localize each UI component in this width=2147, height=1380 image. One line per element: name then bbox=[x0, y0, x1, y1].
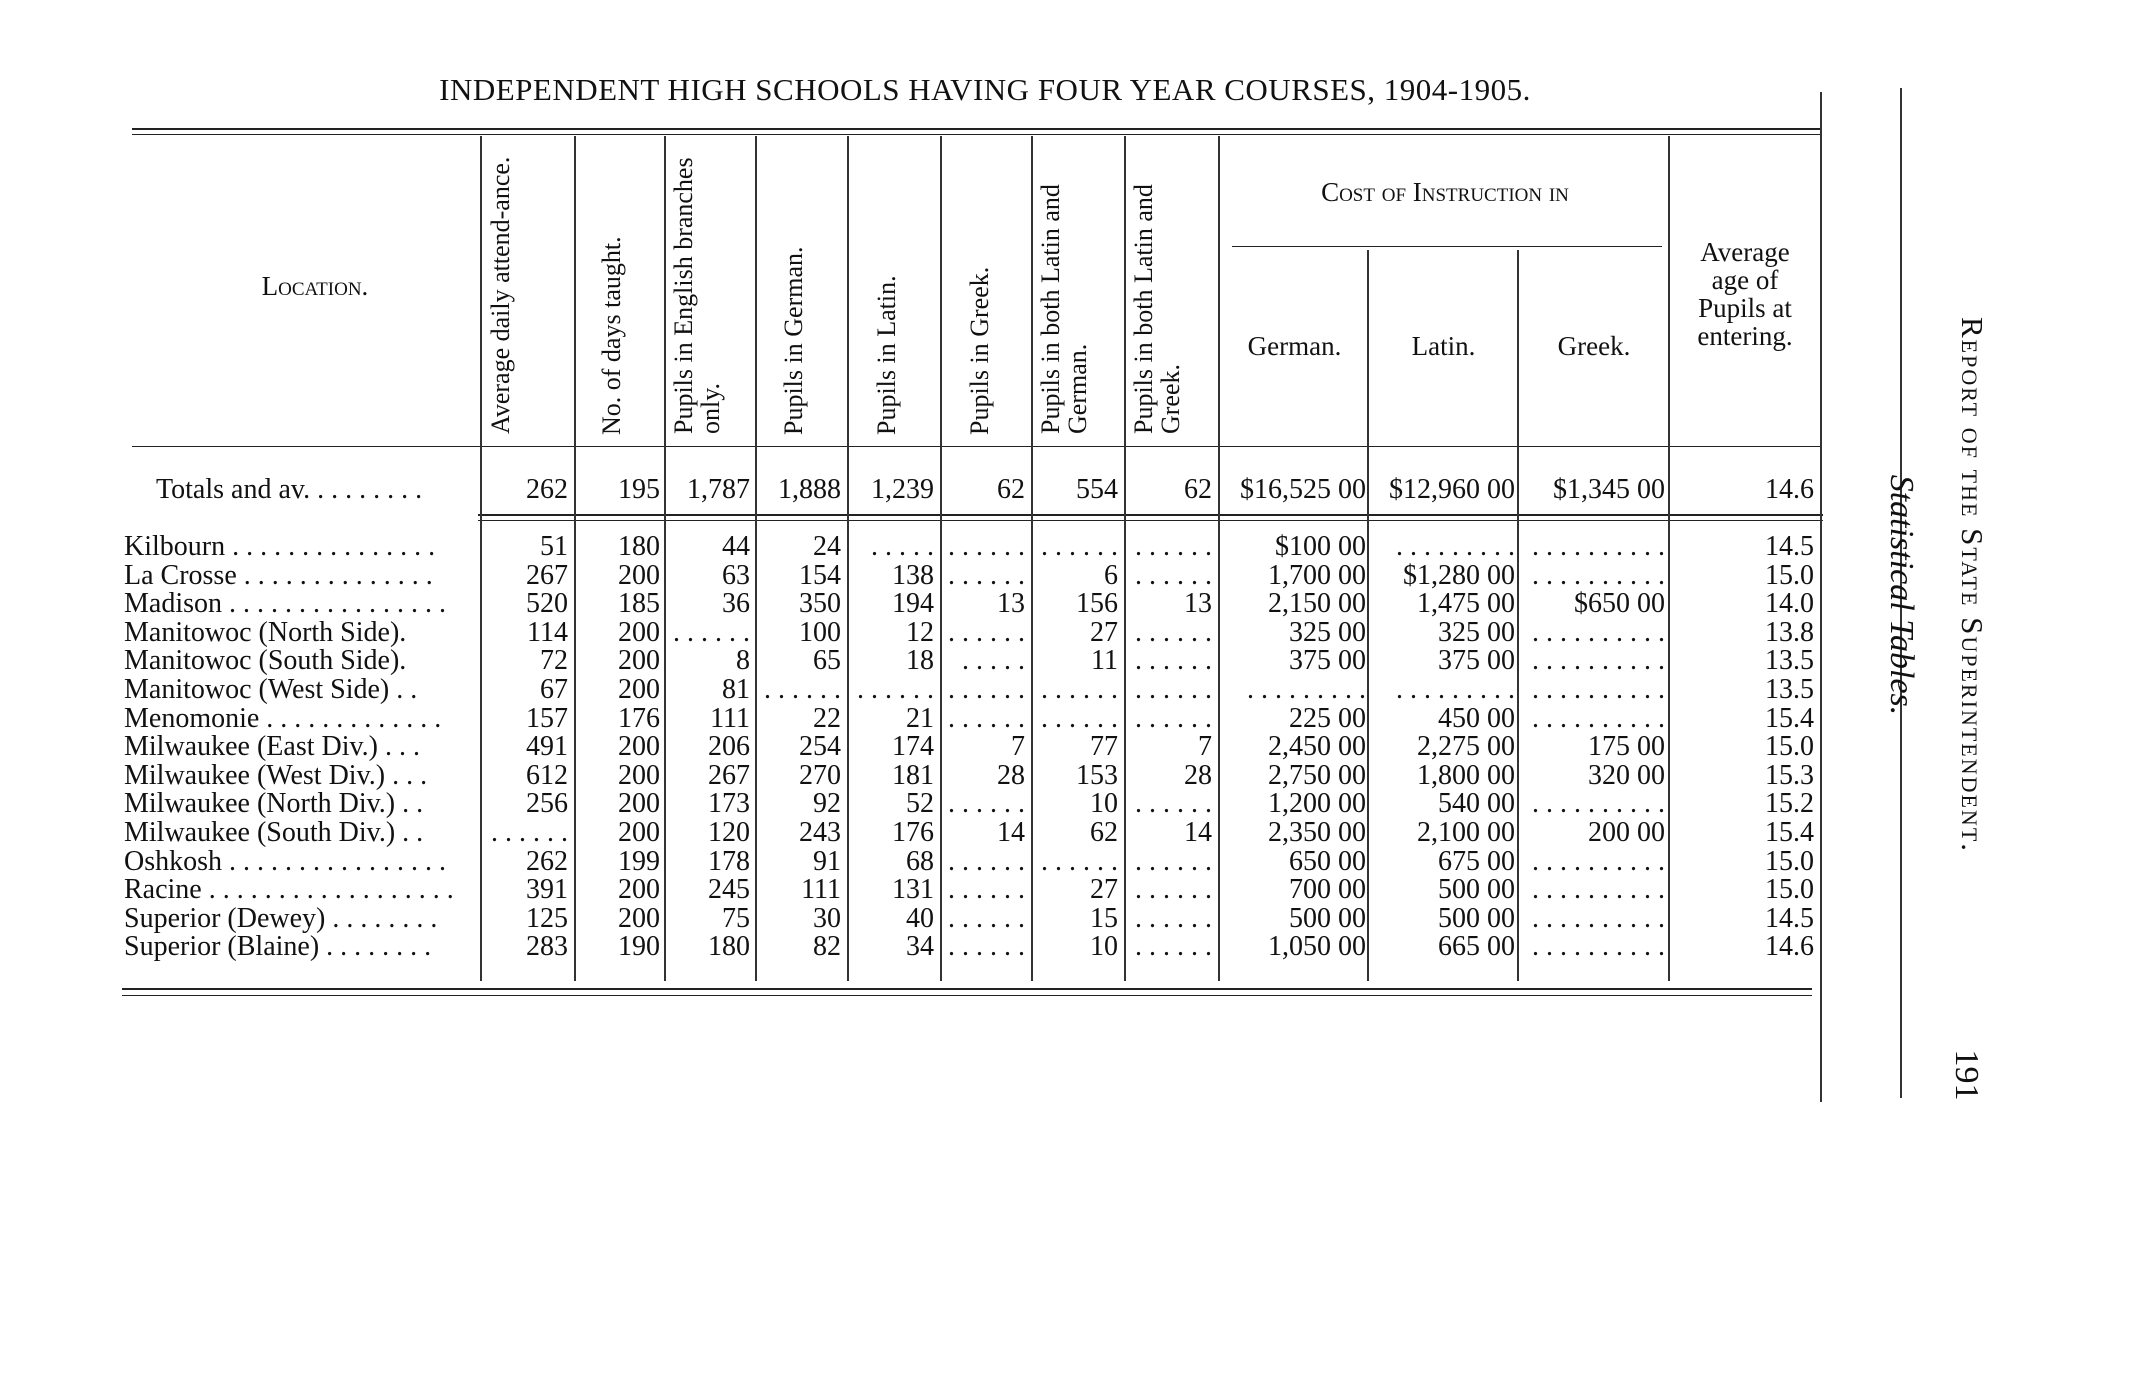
row-greek: 13 bbox=[997, 588, 1025, 619]
row-latin-greek: . . . . . . bbox=[1135, 931, 1212, 962]
page-title: INDEPENDENT HIGH SCHOOLS HAVING FOUR YEAR COURSES, 1904-1905. bbox=[439, 72, 1531, 107]
row-greek: . . . . . . bbox=[948, 903, 1025, 934]
row-location: Menomonie . . . . . . . . . . . . . bbox=[124, 703, 442, 734]
row-latin-greek: . . . . . . bbox=[1135, 617, 1212, 648]
row-latin-german: 11 bbox=[1091, 645, 1118, 676]
row-latin-german: . . . . . . bbox=[1041, 674, 1118, 705]
row-cost-german: 500 00 bbox=[1289, 903, 1366, 934]
row-english: 180 bbox=[708, 931, 750, 962]
row-cost-german: 2,150 00 bbox=[1268, 588, 1366, 619]
row-greek: . . . . . . bbox=[948, 531, 1025, 562]
row-location: Madison . . . . . . . . . . . . . . . . bbox=[124, 588, 446, 619]
row-avg-age: 15.4 bbox=[1765, 703, 1814, 734]
row-avg-age: 15.3 bbox=[1765, 760, 1814, 791]
row-german: 24 bbox=[813, 531, 841, 562]
row-german: 91 bbox=[813, 846, 841, 877]
row-days: 200 bbox=[618, 645, 660, 676]
row-cost-greek: . . . . . . . . . . bbox=[1532, 645, 1665, 676]
row-english: 75 bbox=[722, 903, 750, 934]
row-greek: . . . . . . bbox=[948, 617, 1025, 648]
row-avg-age: 15.2 bbox=[1765, 788, 1814, 819]
header-bottom-rule bbox=[132, 446, 1822, 447]
row-cost-greek: 320 00 bbox=[1588, 760, 1665, 791]
row-avg-age: 14.0 bbox=[1765, 588, 1814, 619]
row-attendance: 157 bbox=[526, 703, 568, 734]
row-german: 30 bbox=[813, 903, 841, 934]
row-german: 92 bbox=[813, 788, 841, 819]
row-latin-german: 153 bbox=[1076, 760, 1118, 791]
row-attendance: 262 bbox=[526, 846, 568, 877]
row-cost-greek: . . . . . . . . . . bbox=[1532, 931, 1665, 962]
totals-days: 195 bbox=[618, 474, 660, 505]
row-cost-german: 325 00 bbox=[1289, 617, 1366, 648]
row-cost-greek: . . . . . . . . . . bbox=[1532, 788, 1665, 819]
row-days: 200 bbox=[618, 903, 660, 934]
row-cost-latin: 665 00 bbox=[1438, 931, 1515, 962]
header-german: Pupils in German. bbox=[779, 246, 808, 435]
row-days: 200 bbox=[618, 617, 660, 648]
row-cost-german: 2,350 00 bbox=[1268, 817, 1366, 848]
row-location: Manitowoc (West Side) . . bbox=[124, 674, 418, 705]
header-days: No. of days taught. bbox=[597, 236, 626, 435]
row-latin-german: . . . . . . bbox=[1041, 703, 1118, 734]
row-greek: . . . . . . bbox=[948, 846, 1025, 877]
row-english: 206 bbox=[708, 731, 750, 762]
row-latin: 18 bbox=[906, 645, 934, 676]
row-german: . . . . . . bbox=[764, 674, 841, 705]
row-latin-greek: . . . . . . bbox=[1135, 703, 1212, 734]
row-english: 63 bbox=[722, 560, 750, 591]
row-latin: 21 bbox=[906, 703, 934, 734]
totals-cost-greek: $1,345 00 bbox=[1553, 474, 1665, 505]
row-latin-german: 10 bbox=[1090, 788, 1118, 819]
row-latin: 138 bbox=[892, 560, 934, 591]
row-latin-greek: 28 bbox=[1184, 760, 1212, 791]
row-location: Oshkosh . . . . . . . . . . . . . . . . bbox=[124, 846, 447, 877]
section-title: Statistical Tables. bbox=[1883, 474, 1920, 716]
row-german: 270 bbox=[799, 760, 841, 791]
row-latin-german: 15 bbox=[1090, 903, 1118, 934]
totals-label: Totals and av. . . . . . . . . bbox=[156, 474, 423, 505]
row-latin-greek: 7 bbox=[1198, 731, 1212, 762]
row-english: 120 bbox=[708, 817, 750, 848]
row-attendance: 114 bbox=[527, 617, 568, 648]
row-days: 200 bbox=[618, 674, 660, 705]
row-greek: . . . . . . bbox=[948, 703, 1025, 734]
row-latin-greek: 13 bbox=[1184, 588, 1212, 619]
totals-attendance: 262 bbox=[526, 474, 568, 505]
top-rule bbox=[132, 128, 1822, 130]
row-cost-greek: . . . . . . . . . . bbox=[1532, 846, 1665, 877]
cost-group-rule bbox=[1232, 246, 1662, 247]
row-latin: 52 bbox=[906, 788, 934, 819]
totals-rule-2 bbox=[478, 520, 1823, 521]
row-cost-latin: 375 00 bbox=[1438, 645, 1515, 676]
row-cost-latin: 540 00 bbox=[1438, 788, 1515, 819]
row-greek: . . . . . . bbox=[948, 874, 1025, 905]
row-location: Milwaukee (West Div.) . . . bbox=[124, 760, 428, 791]
row-days: 200 bbox=[618, 560, 660, 591]
row-cost-latin: 1,800 00 bbox=[1417, 760, 1515, 791]
row-location: Kilbourn . . . . . . . . . . . . . . . bbox=[124, 531, 436, 562]
row-cost-latin: 325 00 bbox=[1438, 617, 1515, 648]
page-rule bbox=[1820, 92, 1822, 1102]
row-latin: 12 bbox=[906, 617, 934, 648]
row-cost-latin: 500 00 bbox=[1438, 874, 1515, 905]
totals-latin-greek: 62 bbox=[1184, 474, 1212, 505]
row-location: Manitowoc (South Side). bbox=[124, 645, 407, 676]
header-cost-latin: Latin. bbox=[1411, 331, 1476, 361]
totals-english: 1,787 bbox=[687, 474, 750, 505]
row-german: 100 bbox=[799, 617, 841, 648]
row-greek: 28 bbox=[997, 760, 1025, 791]
row-cost-greek: . . . . . . . . . . bbox=[1532, 903, 1665, 934]
row-latin: . . . . . bbox=[871, 531, 934, 562]
row-latin-german: 6 bbox=[1104, 560, 1118, 591]
row-latin-greek: . . . . . . bbox=[1135, 645, 1212, 676]
totals-avg-age: 14.6 bbox=[1765, 474, 1814, 505]
running-head: Report of the State Superintendent. bbox=[1955, 316, 1990, 854]
row-cost-german: 225 00 bbox=[1289, 703, 1366, 734]
header-attendance: Average daily attend-ance. bbox=[486, 156, 515, 434]
row-latin: 34 bbox=[906, 931, 934, 962]
row-cost-latin: 2,275 00 bbox=[1417, 731, 1515, 762]
row-latin-german: 10 bbox=[1090, 931, 1118, 962]
row-german: 254 bbox=[799, 731, 841, 762]
row-latin-german: 27 bbox=[1090, 874, 1118, 905]
row-days: 200 bbox=[618, 731, 660, 762]
row-days: 199 bbox=[618, 846, 660, 877]
row-location: Racine . . . . . . . . . . . . . . . . . . bbox=[124, 874, 454, 905]
row-avg-age: 15.0 bbox=[1765, 874, 1814, 905]
row-latin: 194 bbox=[892, 588, 934, 619]
row-cost-greek: . . . . . . . . . . bbox=[1532, 617, 1665, 648]
row-location: Milwaukee (North Div.) . . bbox=[124, 788, 424, 819]
header-latin-greek: Pupils in both Latin and Greek. bbox=[1129, 184, 1185, 434]
row-cost-latin: 1,475 00 bbox=[1417, 588, 1515, 619]
totals-cost-latin: $12,960 00 bbox=[1389, 474, 1515, 505]
row-english: 8 bbox=[736, 645, 750, 676]
row-avg-age: 14.5 bbox=[1765, 531, 1814, 562]
row-english: 245 bbox=[708, 874, 750, 905]
row-latin: 181 bbox=[892, 760, 934, 791]
row-cost-latin: 2,100 00 bbox=[1417, 817, 1515, 848]
header-cost-german: German. bbox=[1247, 331, 1342, 361]
row-cost-german: $100 00 bbox=[1275, 531, 1366, 562]
row-greek: . . . . . . bbox=[948, 788, 1025, 819]
totals-rule bbox=[478, 514, 1823, 516]
row-cost-latin: 500 00 bbox=[1438, 903, 1515, 934]
page-number: 191 bbox=[1948, 1049, 1985, 1101]
totals-greek: 62 bbox=[997, 474, 1025, 505]
row-cost-greek: 175 00 bbox=[1588, 731, 1665, 762]
row-latin-greek: 14 bbox=[1184, 817, 1212, 848]
row-attendance: 283 bbox=[526, 931, 568, 962]
totals-german: 1,888 bbox=[778, 474, 841, 505]
row-cost-german: 700 00 bbox=[1289, 874, 1366, 905]
row-latin-greek: . . . . . . bbox=[1135, 846, 1212, 877]
row-cost-german: 1,700 00 bbox=[1268, 560, 1366, 591]
row-english: 111 bbox=[710, 703, 750, 734]
row-german: 111 bbox=[801, 874, 841, 905]
row-latin: 68 bbox=[906, 846, 934, 877]
row-avg-age: 13.5 bbox=[1765, 674, 1814, 705]
row-days: 200 bbox=[618, 760, 660, 791]
row-attendance: 612 bbox=[526, 760, 568, 791]
header-latin-german: Pupils in both Latin and German. bbox=[1036, 184, 1092, 434]
row-cost-greek: 200 00 bbox=[1588, 817, 1665, 848]
row-days: 190 bbox=[618, 931, 660, 962]
row-location: La Crosse . . . . . . . . . . . . . . bbox=[124, 560, 433, 591]
row-cost-latin: $1,280 00 bbox=[1403, 560, 1515, 591]
row-avg-age: 15.0 bbox=[1765, 560, 1814, 591]
row-avg-age: 15.0 bbox=[1765, 846, 1814, 877]
row-days: 176 bbox=[618, 703, 660, 734]
row-attendance: 72 bbox=[540, 645, 568, 676]
row-avg-age: 14.5 bbox=[1765, 903, 1814, 934]
header-cost-group: Cost of Instruction in bbox=[1321, 177, 1569, 207]
row-avg-age: 14.6 bbox=[1765, 931, 1814, 962]
row-english: 267 bbox=[708, 760, 750, 791]
row-greek: . . . . . . bbox=[948, 560, 1025, 591]
row-german: 350 bbox=[799, 588, 841, 619]
row-latin-german: 156 bbox=[1076, 588, 1118, 619]
row-english: 36 bbox=[722, 588, 750, 619]
row-english: 81 bbox=[722, 674, 750, 705]
bottom-rule bbox=[122, 988, 1812, 990]
row-cost-greek: $650 00 bbox=[1574, 588, 1665, 619]
row-cost-german: 1,050 00 bbox=[1268, 931, 1366, 962]
row-latin: 174 bbox=[892, 731, 934, 762]
row-greek: . . . . . bbox=[962, 645, 1025, 676]
row-cost-greek: . . . . . . . . . . bbox=[1532, 703, 1665, 734]
row-days: 180 bbox=[618, 531, 660, 562]
row-greek: 14 bbox=[997, 817, 1025, 848]
row-greek: . . . . . . bbox=[948, 674, 1025, 705]
row-cost-latin: 450 00 bbox=[1438, 703, 1515, 734]
row-latin-german: . . . . . . bbox=[1041, 531, 1118, 562]
row-cost-latin: 675 00 bbox=[1438, 846, 1515, 877]
row-cost-latin: . . . . . . . . . bbox=[1396, 531, 1515, 562]
row-days: 185 bbox=[618, 588, 660, 619]
row-latin: 176 bbox=[892, 817, 934, 848]
totals-latin: 1,239 bbox=[871, 474, 934, 505]
row-german: 82 bbox=[813, 931, 841, 962]
row-latin-greek: . . . . . . bbox=[1135, 674, 1212, 705]
row-latin-greek: . . . . . . bbox=[1135, 531, 1212, 562]
row-latin-german: 77 bbox=[1090, 731, 1118, 762]
row-attendance: 491 bbox=[526, 731, 568, 762]
row-cost-greek: . . . . . . . . . . bbox=[1532, 531, 1665, 562]
row-english: 178 bbox=[708, 846, 750, 877]
row-attendance: 256 bbox=[526, 788, 568, 819]
row-cost-greek: . . . . . . . . . . bbox=[1532, 674, 1665, 705]
row-latin-german: 62 bbox=[1090, 817, 1118, 848]
row-cost-german: 2,450 00 bbox=[1268, 731, 1366, 762]
row-attendance: . . . . . . bbox=[491, 817, 568, 848]
row-cost-german: 375 00 bbox=[1289, 645, 1366, 676]
row-latin-german: . . . . . . bbox=[1041, 846, 1118, 877]
row-avg-age: 15.0 bbox=[1765, 731, 1814, 762]
header-greek: Pupils in Greek. bbox=[965, 266, 994, 435]
header-cost-greek: Greek. bbox=[1557, 331, 1631, 361]
bottom-rule-inner bbox=[122, 995, 1812, 996]
row-attendance: 67 bbox=[540, 674, 568, 705]
row-attendance: 51 bbox=[540, 531, 568, 562]
row-attendance: 391 bbox=[526, 874, 568, 905]
row-latin-greek: . . . . . . bbox=[1135, 560, 1212, 591]
row-location: Milwaukee (East Div.) . . . bbox=[124, 731, 420, 762]
row-attendance: 267 bbox=[526, 560, 568, 591]
row-greek: . . . . . . bbox=[948, 931, 1025, 962]
top-rule-inner bbox=[132, 134, 1822, 135]
row-english: 44 bbox=[722, 531, 750, 562]
totals-cost-german: $16,525 00 bbox=[1240, 474, 1366, 505]
header-english: Pupils in English branches only. bbox=[669, 157, 725, 434]
row-greek: 7 bbox=[1011, 731, 1025, 762]
row-german: 22 bbox=[813, 703, 841, 734]
header-avg-age: Average age of Pupils at entering. bbox=[1697, 237, 1793, 351]
row-english: . . . . . . bbox=[673, 617, 750, 648]
header-latin: Pupils in Latin. bbox=[872, 275, 901, 435]
row-location: Superior (Blaine) . . . . . . . . bbox=[124, 931, 432, 962]
row-attendance: 520 bbox=[526, 588, 568, 619]
row-cost-greek: . . . . . . . . . . bbox=[1532, 560, 1665, 591]
row-attendance: 125 bbox=[526, 903, 568, 934]
header-location: Location. bbox=[261, 271, 369, 301]
row-german: 243 bbox=[799, 817, 841, 848]
row-german: 154 bbox=[799, 560, 841, 591]
row-location: Superior (Dewey) . . . . . . . . bbox=[124, 903, 438, 934]
row-english: 173 bbox=[708, 788, 750, 819]
row-latin: 131 bbox=[892, 874, 934, 905]
row-location: Manitowoc (North Side). bbox=[124, 617, 407, 648]
row-avg-age: 15.4 bbox=[1765, 817, 1814, 848]
row-cost-greek: . . . . . . . . . . bbox=[1532, 874, 1665, 905]
row-latin-greek: . . . . . . bbox=[1135, 874, 1212, 905]
row-latin: . . . . . . bbox=[857, 674, 934, 705]
row-cost-german: 650 00 bbox=[1289, 846, 1366, 877]
row-days: 200 bbox=[618, 874, 660, 905]
row-latin-greek: . . . . . . bbox=[1135, 903, 1212, 934]
row-cost-german: . . . . . . . . . bbox=[1247, 674, 1366, 705]
totals-latin-german: 554 bbox=[1076, 474, 1118, 505]
row-cost-german: 1,200 00 bbox=[1268, 788, 1366, 819]
row-days: 200 bbox=[618, 817, 660, 848]
row-cost-latin: . . . . . . . . . bbox=[1396, 674, 1515, 705]
row-latin: 40 bbox=[906, 903, 934, 934]
row-latin-german: 27 bbox=[1090, 617, 1118, 648]
row-latin-greek: . . . . . . bbox=[1135, 788, 1212, 819]
row-cost-german: 2,750 00 bbox=[1268, 760, 1366, 791]
row-location: Milwaukee (South Div.) . . bbox=[124, 817, 424, 848]
row-avg-age: 13.5 bbox=[1765, 645, 1814, 676]
row-avg-age: 13.8 bbox=[1765, 617, 1814, 648]
row-days: 200 bbox=[618, 788, 660, 819]
row-german: 65 bbox=[813, 645, 841, 676]
